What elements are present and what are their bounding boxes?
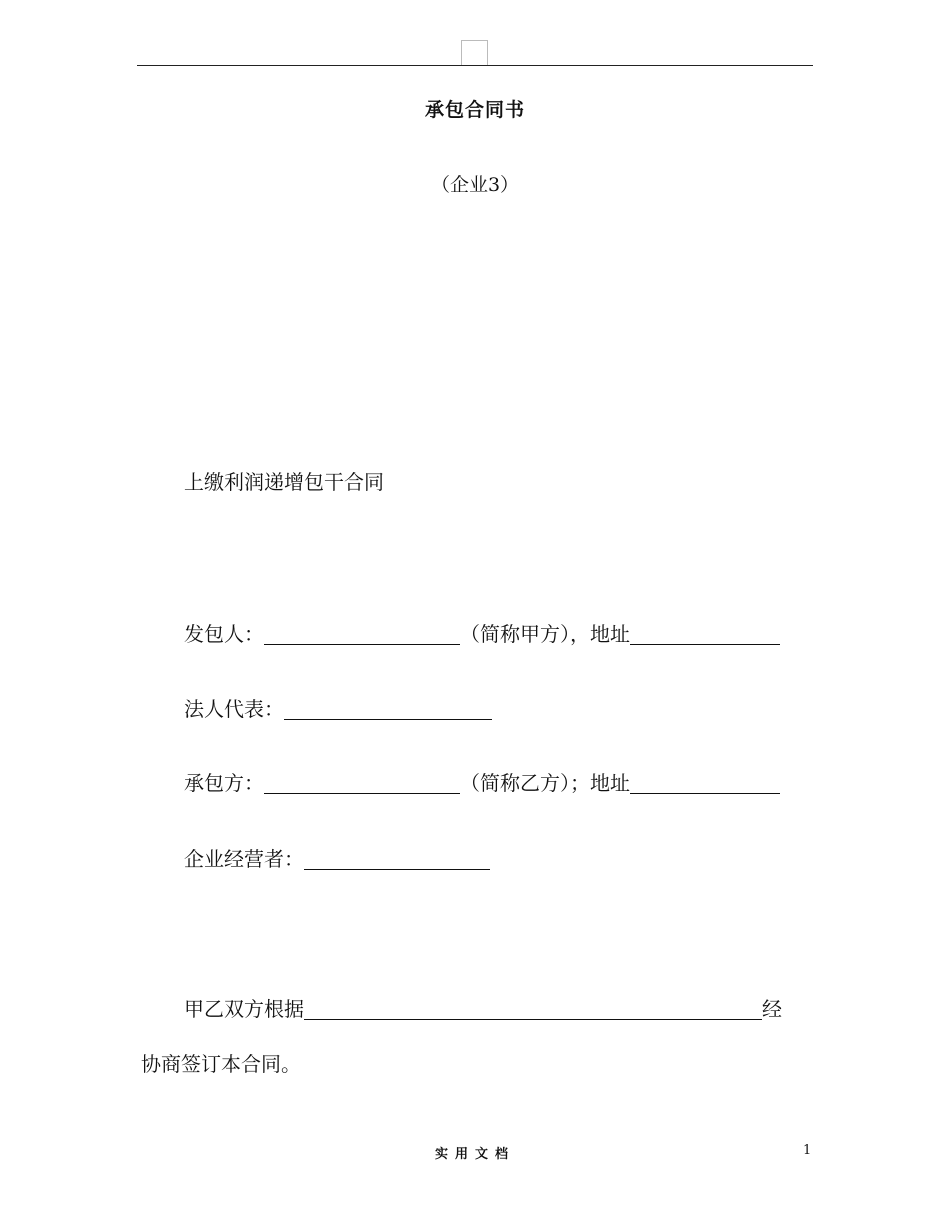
contractee-abbr: （简称乙方）；地址 [460, 771, 630, 795]
operator-label: 企业经营者： [184, 847, 304, 871]
operator-line [184, 845, 490, 873]
contractor-line [184, 620, 780, 648]
contract-heading: 上缴利润递增包干合同 [184, 470, 384, 494]
document-subtitle: （企业3） [430, 174, 520, 196]
basis-line [184, 995, 782, 1023]
contractee-address-blank [630, 773, 780, 794]
operator-blank [304, 849, 490, 870]
contractee-name-blank [264, 773, 460, 794]
page-number: 1 [803, 1143, 812, 1158]
header-rule [137, 65, 813, 66]
document-title: 承包合同书 [424, 99, 525, 121]
basis-continuation: 协商签订本合同。 [141, 1052, 301, 1076]
footer-text: 实用文档 [434, 1147, 515, 1162]
basis-suffix: 经 [762, 997, 782, 1021]
header-marker [461, 40, 488, 65]
contractor-label: 发包人： [184, 622, 264, 646]
legal-rep-blank [284, 699, 492, 720]
contractor-abbr: （简称甲方），地址 [460, 622, 630, 646]
basis-text: 甲乙双方根据 [184, 997, 304, 1021]
contractee-line [184, 769, 780, 797]
basis-blank [304, 999, 762, 1020]
contractor-name-blank [264, 624, 460, 645]
legal-rep-label: 法人代表： [184, 697, 284, 721]
contractor-address-blank [630, 624, 780, 645]
legal-rep-line [184, 695, 492, 723]
contractee-label: 承包方： [184, 771, 264, 795]
